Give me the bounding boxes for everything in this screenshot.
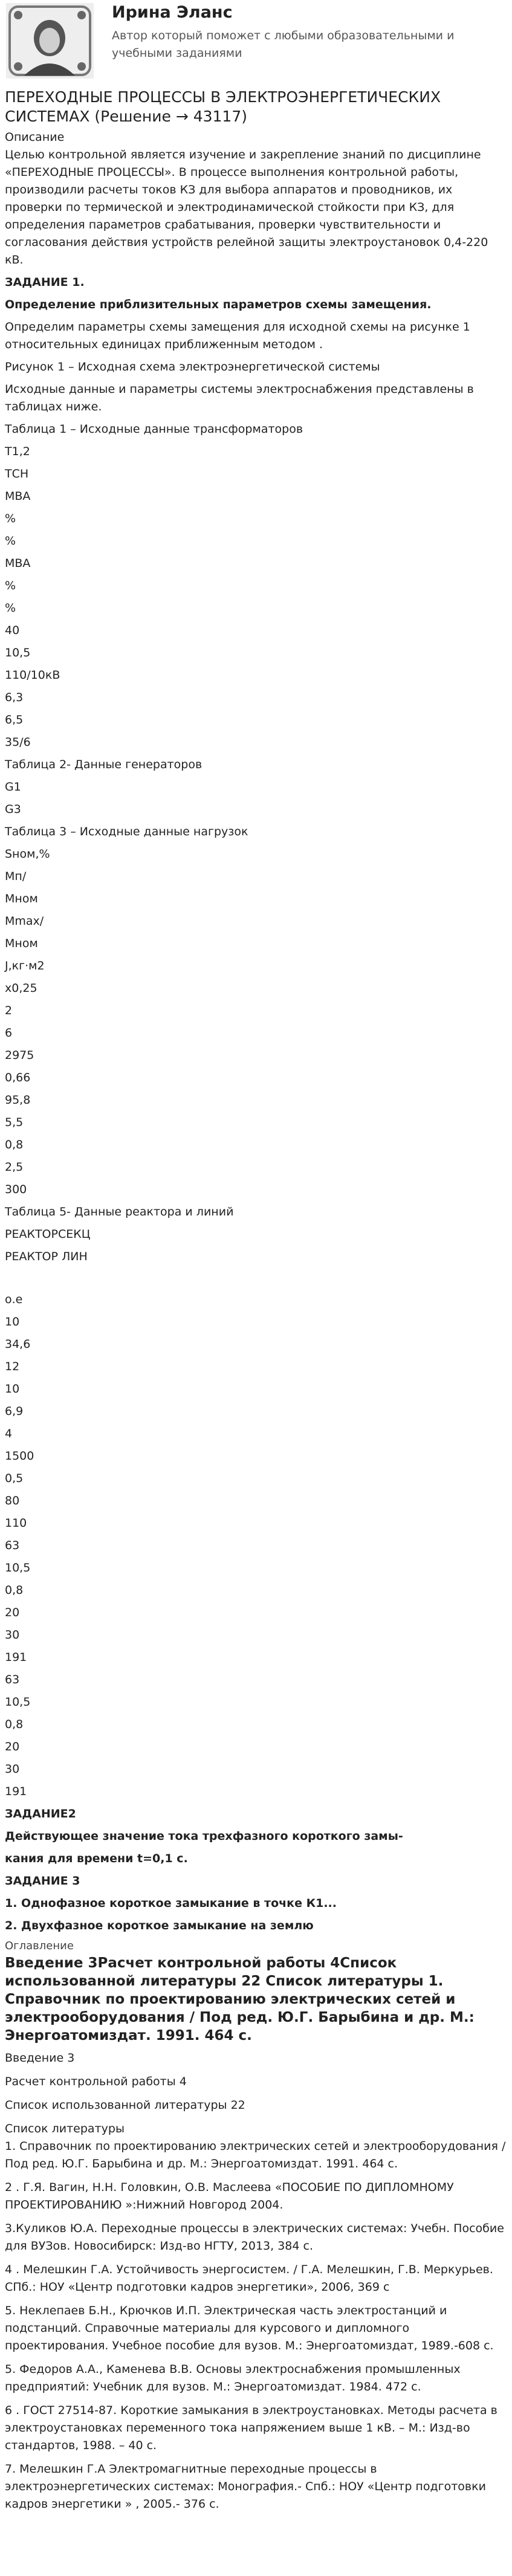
- toc-item: Введение 3: [5, 2051, 75, 2065]
- table-value: 2,5: [5, 1160, 24, 1174]
- document-content: [5, 88, 507, 2519]
- table-value: 0,8: [5, 1138, 24, 1151]
- page-title: ПЕРЕХОДНЫЕ ПРОЦЕССЫ В ЭЛЕКТРОЭНЕРГЕТИЧЕСКИХ СИСТЕМАХ (Решение → 43117): [5, 88, 441, 125]
- description-label: Описание: [5, 131, 65, 144]
- author-avatar[interactable]: [6, 3, 94, 79]
- task2-title: ЗАДАНИЕ2: [5, 1807, 76, 1820]
- table-value: 34,6: [5, 1338, 31, 1351]
- toc-item: Список использованной литературы 22: [5, 2099, 245, 2112]
- table-value: 6: [5, 1026, 13, 1040]
- table-value: 63: [5, 1539, 20, 1552]
- table5-label: РЕАКТОР ЛИН: [5, 1250, 88, 1263]
- table-value: МВА: [5, 490, 31, 503]
- table-value: %: [5, 579, 16, 592]
- table-value: 191: [5, 1785, 27, 1798]
- table-value: 6,5: [5, 713, 24, 727]
- table-value: 110/10кВ: [5, 668, 60, 682]
- task1-text: Определим параметры схемы замещения для исходной схемы на рисунке 1 относительных единицах приближенным методом .: [5, 320, 470, 351]
- author-description: Автор который поможет с любыми образовательными и учебными заданиями: [112, 29, 455, 60]
- task3-item2: 2. Двухфазное короткое замыкание на землю: [5, 1919, 314, 1932]
- table-value: 20: [5, 1606, 20, 1619]
- table-value: 35/6: [5, 736, 31, 749]
- table-value: %: [5, 601, 16, 615]
- table-value: 10: [5, 1382, 20, 1396]
- table-value: 10,5: [5, 1695, 31, 1709]
- toc-heading: Введение 3Расчет контрольной работы 4Список использованной литературы 22 Список литературы 1. Справочник по проектированию электрических сетей и электрооборудования / Под ред. Ю.Г. Барыбина и др. М.: Энергоатомиздат. 1991. 464 с.: [5, 1955, 475, 2044]
- table-value: Sном,%: [5, 847, 50, 861]
- table-value: 95,8: [5, 1093, 31, 1107]
- table-value: 0,8: [5, 1584, 24, 1597]
- table-value: 10,5: [5, 646, 31, 659]
- source-data-text: Исходные данные и параметры системы электроснабжения представлены в таблицах ниже.: [5, 383, 474, 413]
- table-value: МВА: [5, 557, 31, 570]
- reference-item: 3.Куликов Ю.А. Переходные процессы в электрических системах: Учебн. Пособие для ВУЗов. Новосибирск: Изд-во НГТУ, 2013, 384 с.: [5, 2222, 504, 2253]
- reference-item: 4 . Мелешкин Г.А. Устойчивость энергосистем. / Г.А. Мелешкин, Г.В. Меркурьев. СПб.: НОУ «Центр подготовки кадров энергетики», 2006, 369 с: [5, 2263, 493, 2294]
- table-value: %: [5, 512, 16, 525]
- table-value: Mном: [5, 937, 38, 950]
- table-value: Т1,2: [5, 445, 30, 458]
- task1-heading: Определение приблизительных параметров схемы замещения.: [5, 298, 432, 311]
- table5-caption: Таблица 5- Данные реактора и линий: [5, 1205, 234, 1218]
- author-card: [6, 3, 508, 82]
- toc-item: Расчет контрольной работы 4: [5, 2075, 187, 2088]
- reference-item: 6 . ГОСТ 27514-87. Короткие замыкания в электроустановках. Методы расчета в электроустановках переменного тока напряжением выше 1 кВ. – М.: Изд-во стандартов, 1988. – 40 с.: [5, 2404, 497, 2452]
- table-value: о.е: [5, 1293, 23, 1306]
- table5-label: РЕАКТОРСЕКЦ: [5, 1228, 91, 1241]
- table-value: Mном: [5, 892, 38, 905]
- table-value: 6,3: [5, 691, 24, 704]
- table-value: 5,5: [5, 1116, 24, 1129]
- author-name[interactable]: Ирина Эланс: [112, 3, 233, 22]
- table-value: 63: [5, 1673, 20, 1686]
- table-value: 2: [5, 1004, 13, 1017]
- table-value: %: [5, 534, 16, 548]
- table-value: 300: [5, 1183, 27, 1196]
- task2-line1: Действующее значение тока трехфазного короткого замы-: [5, 1830, 403, 1843]
- table-value: Mmax/: [5, 914, 44, 928]
- table-value: 0,8: [5, 1718, 24, 1731]
- table-value: 12: [5, 1360, 20, 1373]
- reference-item: 1. Справочник по проектированию электрических сетей и электрооборудования / Под ред. Ю.Г. Барыбина и др. М.: Энергоатомиздат. 1991. 464 с.: [5, 2140, 506, 2170]
- table2-caption: Таблица 2- Данные генераторов: [5, 758, 203, 771]
- reference-item: 5. Неклепаев Б.Н., Крючков И.П. Электрическая часть электростанций и подстанций. Справочные материалы для курсового и дипломного проектирования. Учебное пособие для вузов. М.: Энергоатомиздат, 1989.-608 с.: [5, 2304, 494, 2352]
- table-value: x0,25: [5, 982, 37, 995]
- task2-line2: кания для времени t=0,1 с.: [5, 1852, 188, 1865]
- table-value: Mп/: [5, 870, 27, 883]
- table-value: 30: [5, 1762, 20, 1776]
- table-value: 1500: [5, 1449, 34, 1463]
- table-value: 20: [5, 1740, 20, 1753]
- toc-label: Оглавление: [5, 1940, 74, 1952]
- table-value: 4: [5, 1427, 13, 1440]
- references-label: Список литературы: [5, 2122, 125, 2135]
- task3-title: ЗАДАНИЕ 3: [5, 1874, 80, 1888]
- table-value: 2975: [5, 1049, 34, 1062]
- table-value: G3: [5, 803, 21, 816]
- table1-values: [5, 443, 507, 751]
- task3-item1: 1. Однофазное короткое замыкание в точке К1...: [5, 1897, 337, 1910]
- table-value: J,кг·м2: [5, 959, 45, 972]
- table-value: 6,9: [5, 1405, 24, 1418]
- table5-values: [5, 1291, 507, 1801]
- table3-caption: Таблица 3 – Исходные данные нагрузок: [5, 825, 248, 838]
- table-value: 0,66: [5, 1071, 31, 1084]
- table-value: ТСН: [5, 467, 29, 481]
- intro-paragraph: Целью контрольной является изучение и закрепление знаний по дисциплине «ПЕРЕХОДНЫЕ ПРОЦЕССЫ». В процессе выполнения контрольной работы, производили расчеты токов КЗ для выбора аппаратов и проводников, их проверки по термической и электродинамической стойкости при КЗ, для определения параметров срабатывания, проверки чувствительности и согласования действия устройств релейной защиты электроустановок 0,4-220 кВ.: [5, 148, 488, 267]
- spacer: [5, 1266, 507, 1286]
- table-value: 10,5: [5, 1561, 31, 1574]
- table-value: 10: [5, 1315, 20, 1328]
- table-value: 191: [5, 1651, 27, 1664]
- table3-values: [5, 846, 507, 1199]
- reference-item: 2 . Г.Я. Вагин, Н.Н. Головкин, О.В. Маслеева «ПОСОБИЕ ПО ДИПЛОМНОМУ ПРОЕКТИРОВАНИЮ »:Нижний Новгород 2004.: [5, 2181, 454, 2212]
- reference-item: 7. Мелешкин Г.А Электромагнитные переходные процессы в электроэнергетических системах: Монография.- Спб.: НОУ «Центр подготовки кадров энергетики » , 2005.- 376 с.: [5, 2462, 486, 2511]
- reference-item: 5. Федоров А.А., Каменева В.В. Основы электроснабжения промышленных предприятий: Учебник для вузов. М.: Энергоатомиздат. 1984. 472 с.: [5, 2363, 461, 2393]
- table-value: 30: [5, 1628, 20, 1642]
- table-value: 80: [5, 1494, 20, 1507]
- table-value: 40: [5, 624, 20, 637]
- task1-title: ЗАДАНИЕ 1.: [5, 276, 85, 289]
- figure1-caption: Рисунок 1 – Исходная схема электроэнергетической системы: [5, 360, 380, 374]
- table2-values: [5, 778, 507, 818]
- table1-caption: Таблица 1 – Исходные данные трансформаторов: [5, 422, 303, 436]
- table-value: 0,5: [5, 1472, 24, 1485]
- table-value: 110: [5, 1516, 27, 1530]
- table-value: G1: [5, 780, 21, 794]
